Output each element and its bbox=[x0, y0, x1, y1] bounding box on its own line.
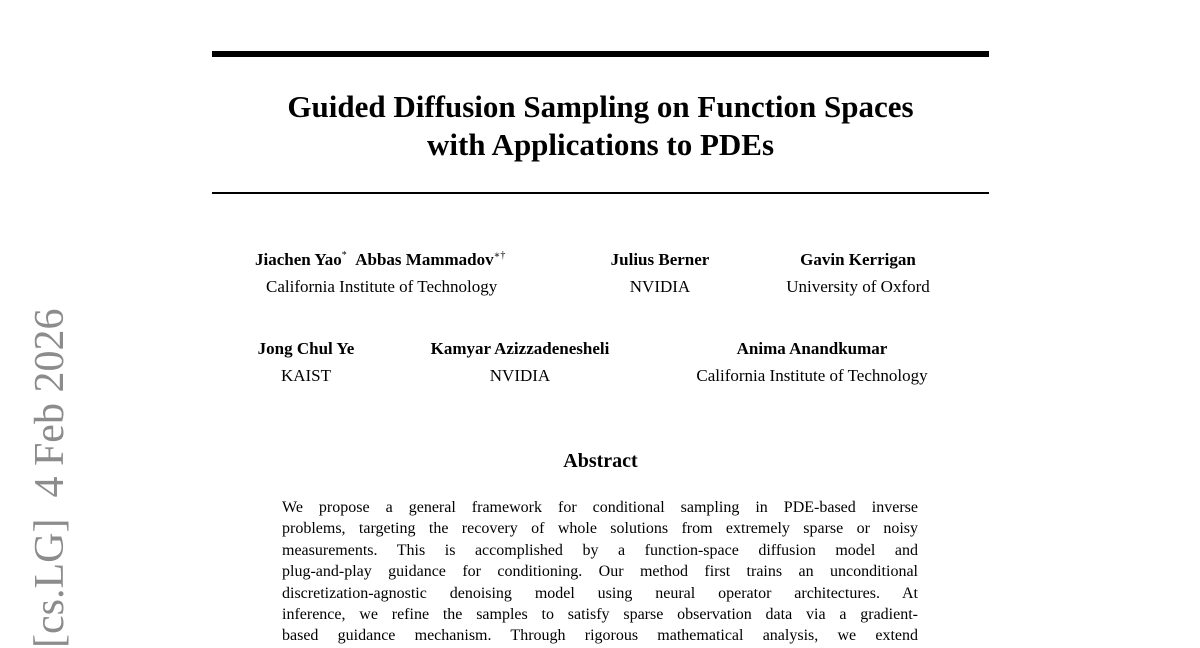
author-mark: * bbox=[341, 250, 347, 261]
paper-title bbox=[212, 88, 989, 164]
abstract-line: based guidance mechanism. Through rigorous mathematical analysis, we extend bbox=[282, 627, 918, 645]
author-affiliation: NVIDIA bbox=[489, 366, 551, 385]
author-block-berner bbox=[590, 246, 730, 300]
arxiv-stamp: [cs.LG] 4 Feb 2026 bbox=[27, 308, 73, 648]
author-name: Jong Chul Ye bbox=[257, 339, 355, 358]
author-block-kerrigan bbox=[768, 246, 948, 300]
author-block-ye bbox=[246, 335, 366, 389]
author-name: Julius Berner bbox=[610, 250, 710, 269]
author-name: Jiachen Yao bbox=[255, 250, 342, 269]
author-name: Kamyar Azizzadenesheli bbox=[430, 339, 610, 358]
abstract-line: discretization-agnostic denoising model using neural operator architectures. At bbox=[282, 584, 918, 602]
abstract-line: measurements. This is accomplished by a function-space diffusion model and bbox=[282, 541, 918, 559]
author-block-anandkumar bbox=[670, 335, 954, 389]
abstract-line: problems, targeting the recovery of whole solutions from extremely sparse or noisy bbox=[282, 520, 918, 538]
title-line-2: with Applications to PDEs bbox=[426, 127, 775, 162]
abstract-line: inference, we refine the samples to satisfy sparse observation data via a gradient- bbox=[282, 606, 918, 624]
abstract-heading: Abstract bbox=[563, 450, 638, 472]
abstract-line: plug-and-play guidance for conditioning. Our method first trains an unconditional bbox=[282, 563, 918, 581]
author-name: Abbas Mammadov bbox=[355, 250, 494, 269]
author-affiliation: University of Oxford bbox=[786, 277, 930, 296]
author-name: Anima Anandkumar bbox=[736, 339, 888, 358]
title-line-1: Guided Diffusion Sampling on Function Spaces bbox=[287, 89, 914, 124]
author-mark: ∗† bbox=[493, 250, 506, 261]
author-affiliation: California Institute of Technology bbox=[266, 277, 498, 296]
author-name: Gavin Kerrigan bbox=[800, 250, 916, 269]
top-rule bbox=[212, 51, 989, 57]
author-block-caltech-1 bbox=[255, 246, 555, 300]
title-rule bbox=[212, 192, 989, 194]
author-affiliation: California Institute of Technology bbox=[696, 366, 928, 385]
abstract-line: We propose a general framework for conditional sampling in PDE-based inverse bbox=[282, 499, 918, 516]
author-names-row bbox=[255, 246, 555, 273]
author-block-azizzadenesheli bbox=[410, 335, 630, 389]
abstract-body bbox=[282, 497, 918, 647]
author-affiliation: KAIST bbox=[280, 366, 332, 385]
author-affiliation: NVIDIA bbox=[629, 277, 691, 296]
